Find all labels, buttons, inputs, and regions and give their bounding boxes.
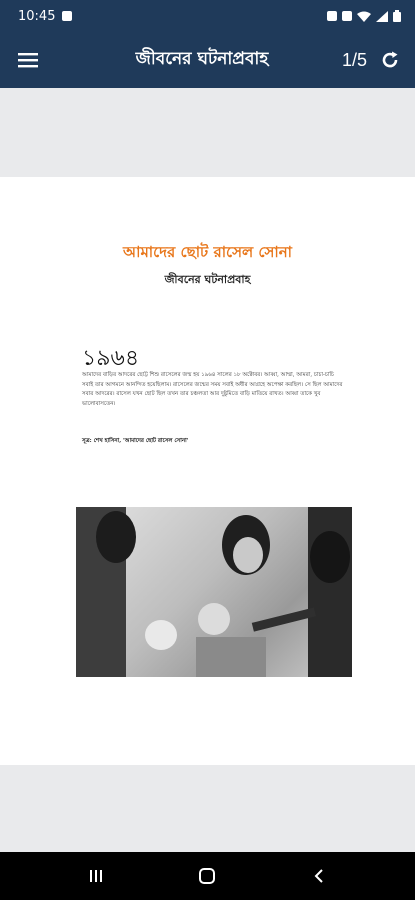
recent-apps-icon[interactable] [76,856,116,896]
citation: সূত্র: শেখ হাসিনা, 'আমাদের ছোট রাসেল সোনা' [82,438,189,444]
app-title: জীবনের ঘটনাপ্রবাহ [135,49,269,69]
status-left [18,9,72,24]
refresh-icon[interactable] [379,49,401,71]
alarm-icon [342,11,352,21]
system-navigation-bar [0,852,415,900]
book-title: আমাদের ছোট রাসেল সোনা [122,243,293,261]
status-bar [0,0,415,32]
status-right [327,10,401,22]
battery-icon [393,10,401,22]
signal-icon [376,11,388,22]
app-bar [0,32,415,88]
book-subtitle: জীবনের ঘটনাপ্রবাহ [164,273,251,286]
year-heading: ১৯৬৪ [82,346,140,371]
page-counter: 1/5 [341,49,367,70]
home-icon[interactable] [187,856,227,896]
hamburger-menu-icon[interactable] [16,48,40,72]
back-icon[interactable] [299,856,339,896]
wifi-icon [357,11,371,22]
body-paragraph: আমাদের বাড়ির আদরের ছোট্ট শিশু রাসেলের জন্ম হয় ১৯৬৪ সালের ১৮ অক্টোবর। আব্বা, আম্মা, আমরা, চাচা-চাচি সবাই তার আগমনে আনন্দিত হয়েছিলাম। রাসেলের জন্মের সময় সবাই অধীর আগ্রহে অপেক্ষা করছিল। সে ছিল আমাদের সবার আদরের। রাসেল যখন ছোট ছিল তখন তার চঞ্চলতা আর দুষ্টুমিতে বাড়ি মাতিয়ে রাখত। আব্বা তাকে খুব ভালোবাসতেন। [82,372,343,407]
status-time: 10:45 [18,8,56,24]
gallery-notification-icon [62,11,72,21]
book-page [0,177,415,765]
historical-photo [76,507,352,677]
lock-icon [327,11,337,21]
